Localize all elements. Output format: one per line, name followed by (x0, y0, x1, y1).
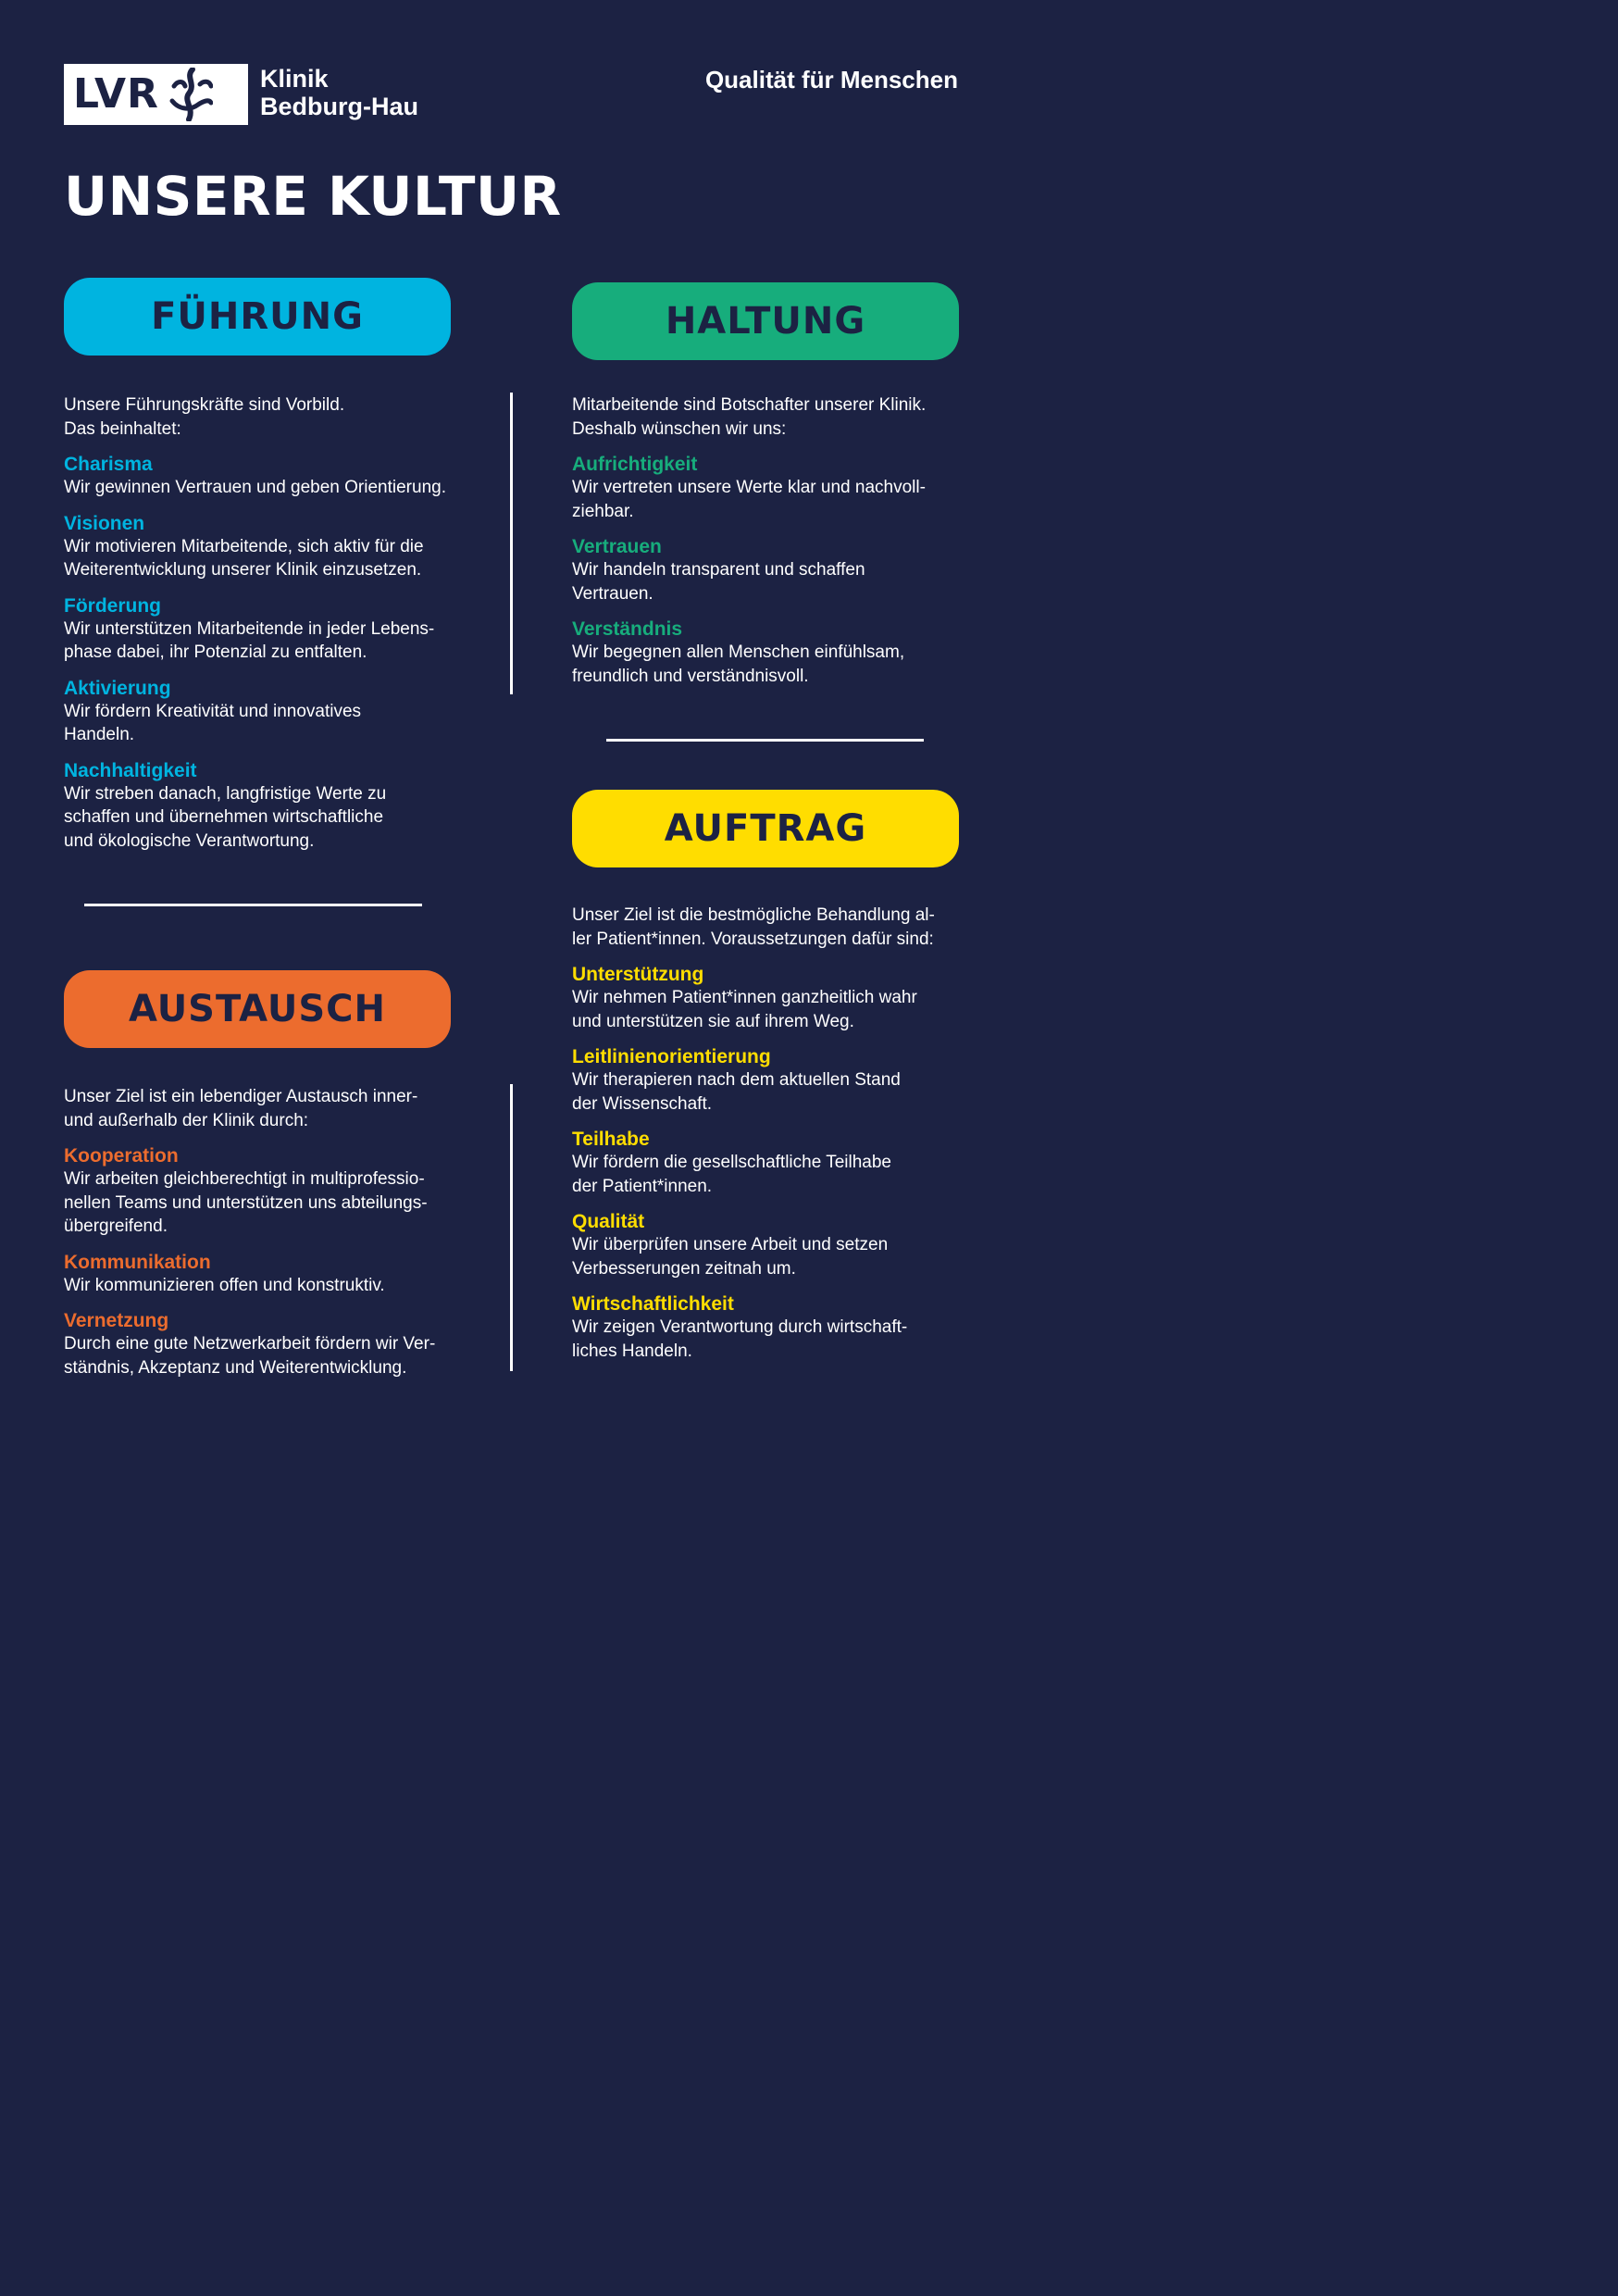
value-item (64, 759, 499, 854)
value-text: Wir zeigen Verantwortung durch wirtschaft- liches Handeln. (572, 1317, 908, 1361)
value-text: Wir überprüfen unsere Arbeit und setzen Verbesserungen zeitnah um. (572, 1235, 889, 1279)
value-text: Wir unterstützen Mitarbeitende in jeder Lebens- phase dabei, ihr Potenzial zu entfalten. (64, 618, 435, 662)
value-item (572, 1045, 961, 1116)
clinic-name-line1: Klinik (260, 65, 329, 93)
value-text: Wir therapieren nach dem aktuellen Stand der Wissenschaft. (572, 1070, 901, 1114)
value-title: Teilhabe (572, 1129, 650, 1150)
value-title: Vertrauen (572, 536, 662, 557)
value-title: Nachhaltigkeit (64, 759, 197, 781)
value-text: Wir fördern die gesellschaftliche Teilhabe der Patient*innen. (572, 1153, 891, 1196)
section-austausch (64, 1085, 499, 1391)
section-heading-auftrag: AUFTRAG (572, 790, 959, 867)
value-text: Wir vertreten unsere Werte klar und nachvoll- ziehbar. (572, 478, 926, 521)
tagline: Qualität für Menschen (704, 66, 958, 94)
section-intro: Unser Ziel ist ein lebendiger Austausch inner- und außerhalb der Klinik durch: (64, 1087, 418, 1130)
value-title: Kommunikation (64, 1251, 211, 1273)
section-intro: Unser Ziel ist die bestmögliche Behandlung al- ler Patient*innen. Voraussetzungen dafür sind: (572, 905, 935, 949)
section-intro: Unsere Führungskräfte sind Vorbild. Das beinhaltet: (64, 395, 345, 439)
section-intro: Mitarbeitende sind Botschafter unserer Klinik. Deshalb wünschen wir uns: (572, 395, 927, 439)
value-item (572, 535, 1007, 605)
value-item (64, 677, 499, 747)
value-item (64, 1309, 499, 1379)
page-title: UNSERE KULTUR (64, 165, 562, 228)
value-text: Wir gewinnen Vertrauen und geben Orientierung. (64, 478, 446, 497)
value-title: Qualität (572, 1211, 645, 1232)
value-title: Unterstützung (572, 964, 704, 985)
value-text: Wir fördern Kreativität und innovatives Handeln. (64, 701, 362, 744)
value-text: Wir motivieren Mitarbeitende, sich aktiv für die Weiterentwicklung unserer Klinik einzusetzen. (64, 536, 424, 580)
value-item (572, 618, 1007, 688)
value-title: Visionen (64, 512, 145, 534)
value-text: Wir nehmen Patient*innen ganzheitlich wahr und unterstützen sie auf ihrem Weg. (572, 988, 917, 1031)
vertical-divider-bottom (510, 1084, 513, 1371)
value-text: Wir handeln transparent und schaffen Vertrauen. (572, 560, 865, 604)
vertical-divider-top (510, 393, 513, 694)
section-heading-austausch: AUSTAUSCH (64, 970, 451, 1048)
value-item (64, 453, 499, 500)
value-text: Durch eine gute Netzwerkarbeit fördern wir Ver- ständnis, Akzeptanz und Weiterentwicklung. (64, 1334, 436, 1378)
value-item (572, 453, 1007, 523)
value-title: Aufrichtigkeit (572, 454, 698, 475)
face-logo-icon (168, 68, 213, 121)
section-haltung (572, 393, 1007, 700)
value-item (572, 1292, 961, 1363)
value-item (572, 1210, 961, 1280)
horizontal-divider-right (606, 739, 924, 742)
section-heading-haltung: HALTUNG (572, 282, 959, 360)
value-title: Aktivierung (64, 677, 171, 699)
clinic-name-line2: Bedburg-Hau (260, 93, 418, 120)
value-item (64, 1144, 499, 1239)
value-item (64, 512, 499, 582)
value-item (572, 1128, 961, 1198)
clinic-name (260, 65, 418, 120)
value-text: Wir begegnen allen Menschen einfühlsam, freundlich und verständnisvoll. (572, 643, 905, 686)
value-text: Wir streben danach, langfristige Werte zu schaffen und übernehmen wirtschaftliche und ökologische Verantwortung. (64, 783, 387, 851)
value-title: Leitlinienorientierung (572, 1046, 771, 1067)
value-title: Vernetzung (64, 1310, 169, 1331)
lvr-logo (64, 64, 248, 125)
value-title: Wirtschaftlichkeit (572, 1293, 734, 1315)
logo-text: LVR (73, 70, 159, 118)
value-title: Kooperation (64, 1145, 179, 1167)
value-title: Förderung (64, 594, 161, 617)
value-item (64, 1251, 499, 1298)
section-fuehrung (64, 393, 499, 865)
value-text: Wir arbeiten gleichberechtigt in multiprofessio- nellen Teams und unterstützen uns abteilungs- übergreifend. (64, 1169, 428, 1236)
horizontal-divider-left (84, 904, 422, 906)
value-item (572, 963, 961, 1033)
section-heading-fuehrung: FÜHRUNG (64, 278, 451, 356)
section-auftrag (572, 904, 961, 1375)
value-text: Wir kommunizieren offen und konstruktiv. (64, 1275, 385, 1295)
value-item (64, 594, 499, 665)
value-title: Charisma (64, 454, 153, 475)
value-title: Verständnis (572, 618, 683, 640)
